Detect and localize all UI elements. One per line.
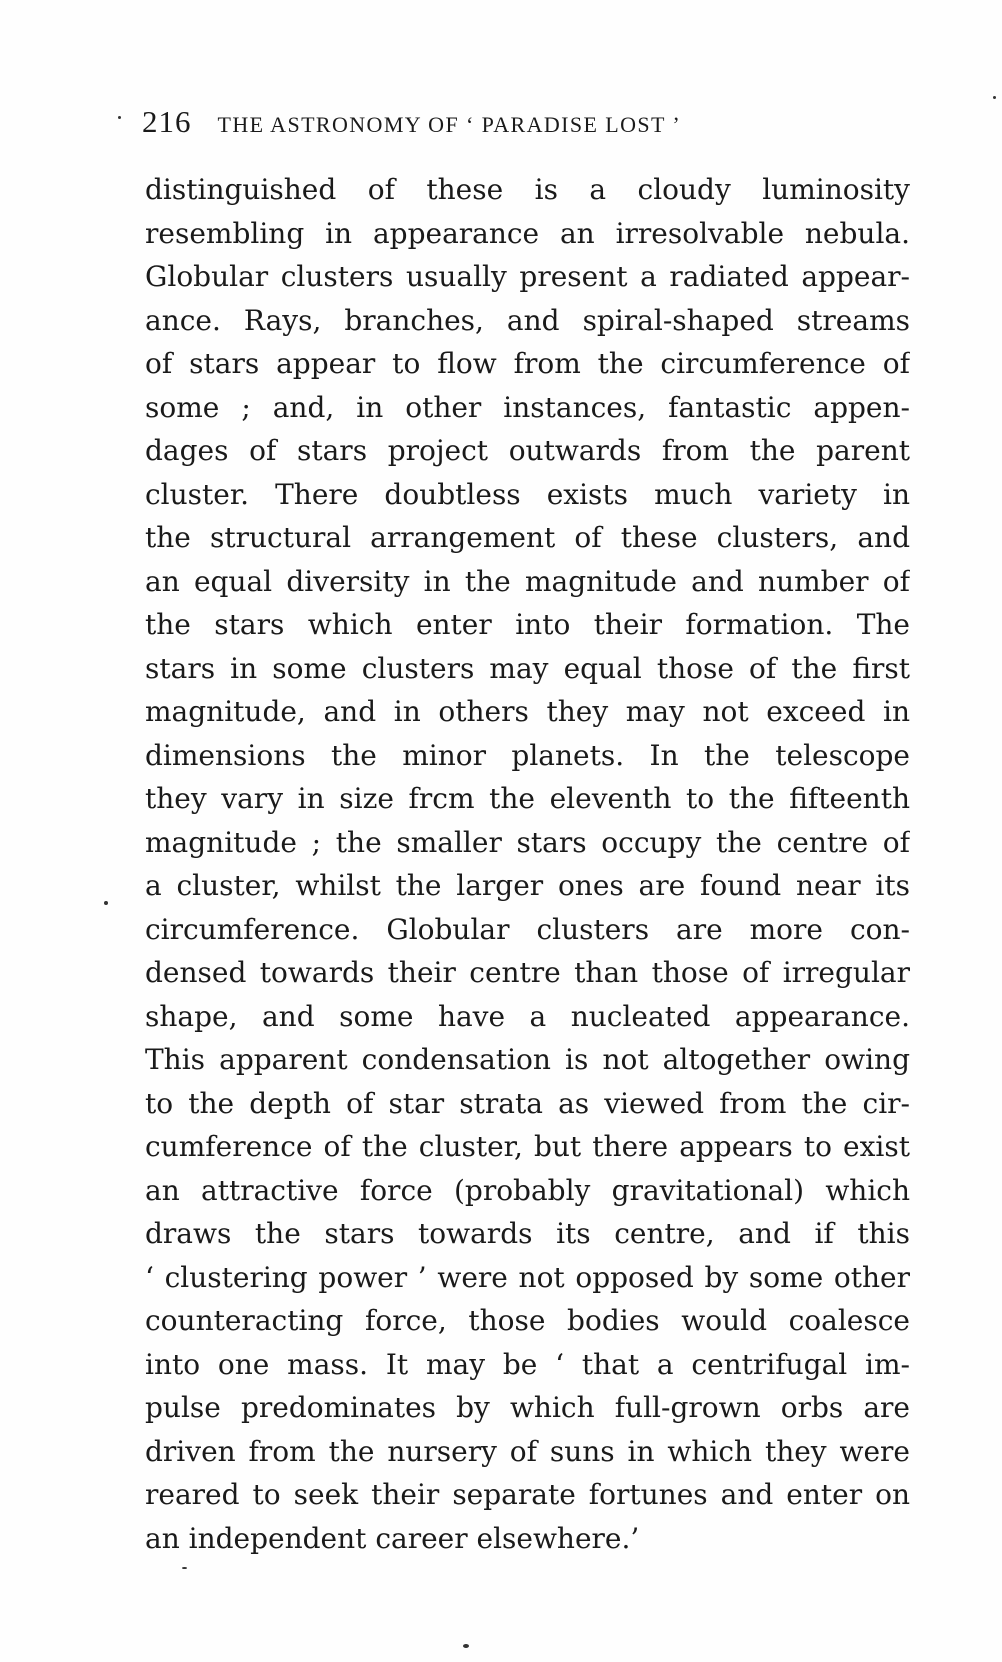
text-line-last: an independent career elsewhere.’ bbox=[145, 1521, 640, 1555]
text-line: This apparent condensation is not altogether owing bbox=[145, 1043, 910, 1076]
text-line: the stars which enter into their formation. The bbox=[145, 608, 910, 641]
body-paragraph bbox=[145, 168, 910, 1560]
scan-speck bbox=[118, 116, 121, 119]
text-line: pulse predominates by which full-grown orbs are bbox=[145, 1391, 910, 1424]
text-line: Globular clusters usually present a radiated appear- bbox=[145, 260, 910, 293]
text-line: driven from the nursery of suns in which they were bbox=[145, 1434, 910, 1468]
text-line: the structural arrangement of these clusters, and bbox=[145, 521, 910, 554]
text-line: magnitude ; the smaller stars occupy the centre of bbox=[145, 825, 910, 859]
text-line: cluster. There doubtless exists much variety in bbox=[145, 477, 910, 511]
text-line: into one mass. It may be ‘ that a centrifugal im- bbox=[145, 1347, 910, 1381]
running-title: THE ASTRONOMY OF ‘ PARADISE LOST ’ bbox=[217, 112, 682, 137]
text-line: magnitude, and in others they may not exceed in bbox=[145, 695, 910, 728]
text-line: ‘ clustering power ’ were not opposed by some other bbox=[145, 1260, 910, 1294]
text-line: densed towards their centre than those of irregular bbox=[145, 956, 910, 989]
text-line: circumference. Globular clusters are more con- bbox=[145, 912, 910, 946]
text-line: they vary in size frcm the eleventh to the fifteenth bbox=[145, 782, 910, 815]
text-line: an attractive force (probably gravitational) which bbox=[145, 1173, 910, 1207]
scan-speck bbox=[104, 901, 108, 905]
text-line: stars in some clusters may equal those of the first bbox=[145, 651, 910, 685]
text-line: counteracting force, those bodies would coalesce bbox=[145, 1304, 910, 1337]
text-line: distinguished of these is a cloudy luminosity bbox=[145, 173, 910, 206]
scan-speck bbox=[463, 1644, 469, 1648]
scan-speck bbox=[993, 96, 996, 99]
text-line: ance. Rays, branches, and spiral-shaped streams bbox=[145, 303, 910, 337]
scan-speck bbox=[182, 1567, 187, 1569]
text-line: cumference of the cluster, but there appears to exist bbox=[145, 1130, 910, 1163]
text-line: to the depth of star strata as viewed from the cir- bbox=[145, 1086, 910, 1120]
running-head bbox=[142, 104, 922, 144]
text-line: dages of stars project outwards from the parent bbox=[145, 434, 910, 467]
text-line: shape, and some have a nucleated appearance. bbox=[145, 999, 910, 1033]
text-line: a cluster, whilst the larger ones are found near its bbox=[145, 869, 910, 902]
page-number: 216 bbox=[142, 104, 192, 139]
text-line: draws the stars towards its centre, and if this bbox=[145, 1217, 910, 1250]
text-line: of stars appear to flow from the circumference of bbox=[145, 347, 910, 380]
text-line: dimensions the minor planets. In the telescope bbox=[145, 738, 910, 772]
text-line: resembling in appearance an irresolvable nebula. bbox=[145, 216, 910, 250]
text-line: some ; and, in other instances, fantastic appen- bbox=[145, 390, 910, 424]
text-line: reared to seek their separate fortunes and enter on bbox=[145, 1478, 910, 1511]
text-line: an equal diversity in the magnitude and number of bbox=[145, 564, 910, 598]
